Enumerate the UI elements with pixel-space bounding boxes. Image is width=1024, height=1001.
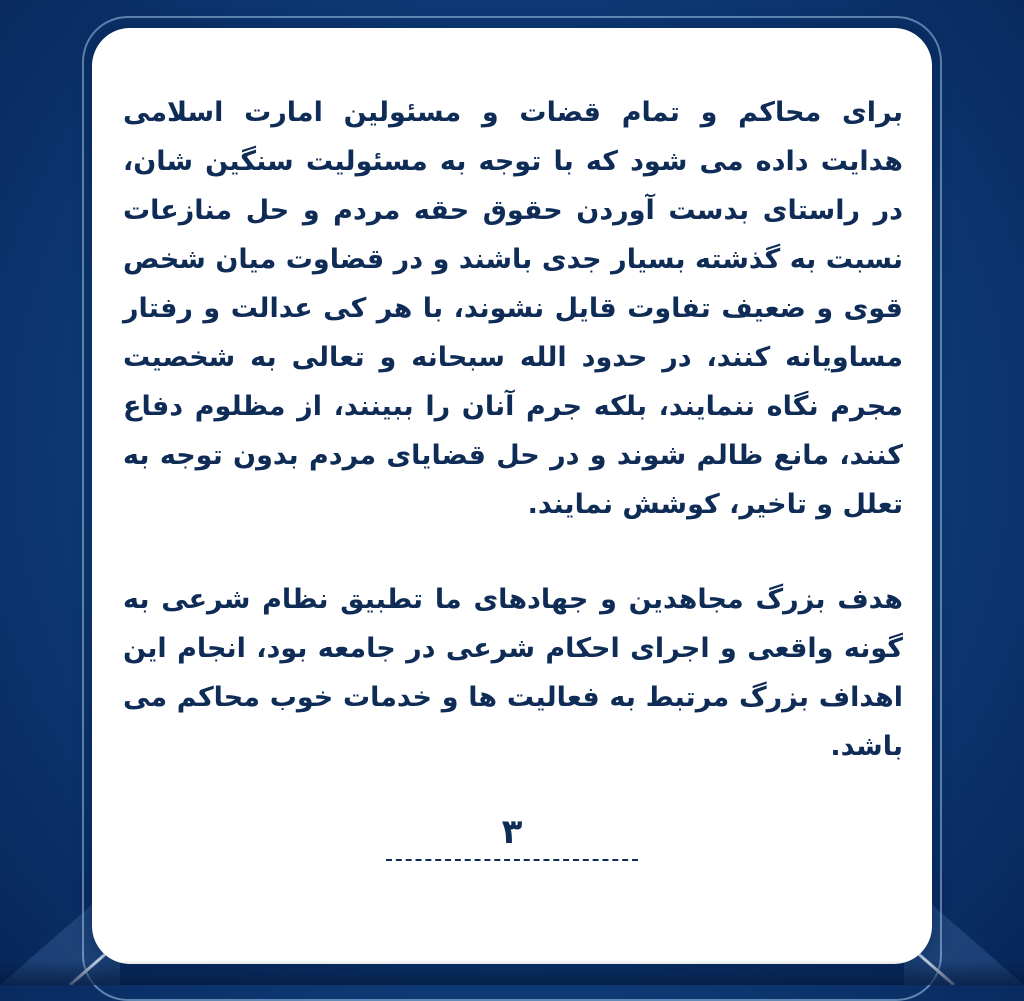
dashed-divider [386,859,638,861]
paragraph-2: هدف بزرگ مجاهدین و جهادهای ما تطبیق نظام شرعی به گونه واقعی و اجرای احکام شرعی در جامعه بود، انجام این اهداف بزرگ مرتبط به فعالیت ها و خدمات خوب محاکم می باشد. [123,584,903,762]
page-number: ٣ [501,812,523,852]
bottom-shadow [0,960,1024,985]
paragraph-1: برای محاکم و تمام قضات و مسئولین امارت اسلامی هدایت داده می شود که با توجه به مسئولیت سنگین شان، در راستای بدست آوردن حقوق حقه مردم و حل منازعات نسبت به گذشته بسیار جدی باشند و در قضاوت میان شخص قوی و ضعیف تفاوت قایل نشوند، با هر کی عدالت و رفتار مساویانه کنند، در حدود الله سبحانه و تعالی به شخصیت مجرم نگاه ننمایند، بلکه جرم آنان را ببینند، از مظلوم دفاع کنند، مانع ظالم شوند و در حل قضایای مردم بدون توجه به تعلل و تاخیر، کوشش نمایند. [123,97,903,520]
